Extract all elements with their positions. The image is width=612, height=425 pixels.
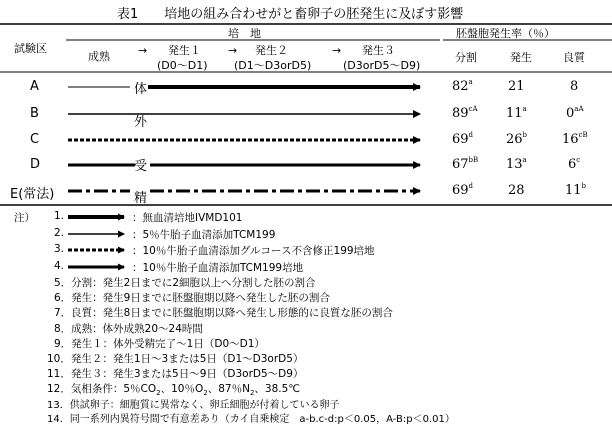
row-a-development: 21 <box>508 79 525 94</box>
note-8: 8．成熟：体外成熟20～24時間 <box>54 322 203 335</box>
row-e-cleavage: 69$^d$ <box>452 182 474 198</box>
row-c-cleavage: 69$^d$ <box>452 131 474 147</box>
row-c-group: C <box>30 132 40 147</box>
header-culture: 培 地 <box>228 27 261 40</box>
note-11: 11．発生３：発生3または5日～9日（D3orD5～D9） <box>47 368 304 381</box>
note-12: 12．気相条件：5％$CO_2$、10％$O_2$、87％$N_2$、38.5℃ <box>47 383 301 398</box>
header-dev2-range: (D1～D3orD5) <box>234 59 312 72</box>
note-2-num: 2. <box>54 227 65 239</box>
row-b-group: B <box>30 106 39 121</box>
header-development: 発生 <box>510 51 532 64</box>
row-a-mark: 体 <box>134 82 148 97</box>
note-14: 14．同一系列内異符号間で有意差あり（カイ自乗検定 a-b.c-d:p＜0.05，A-B:p＜0.01） <box>47 414 455 425</box>
row-a-cleavage: 82$^a$ <box>452 78 473 94</box>
row-d-group: D <box>30 157 41 172</box>
header-arrow-2: → <box>228 44 238 57</box>
row-e-mark: 精 <box>134 191 148 206</box>
row-d-mark: 受 <box>134 159 148 174</box>
row-c-development: 26$^b$ <box>506 131 528 147</box>
header-dev1-range: (D0～D1) <box>157 59 208 72</box>
row-d-development: 13$^a$ <box>506 156 527 172</box>
row-e-group: E(常法) <box>10 187 55 202</box>
row-d-quality: 6$^c$ <box>568 156 581 172</box>
note-6: 6．発生：発生9日までに胚盤胞期以降へ発生した胚の割合 <box>54 292 330 305</box>
header-arrow-1: → <box>138 44 148 57</box>
header-cleavage: 分割 <box>455 51 477 64</box>
row-a-group: A <box>30 79 39 94</box>
note-5: 5．分割：発生2日までに2細胞以上へ分割した胚の割合 <box>54 277 316 289</box>
header-rate: 胚盤胞発生率（％） <box>456 27 555 40</box>
row-b-mark: 外 <box>134 115 148 130</box>
row-b-cleavage: $89^{cA}$ <box>452 105 478 121</box>
table-title: 表1 培地の組み合わせがと畜卵子の胚発生に及ぼす影響 <box>117 7 464 22</box>
header-dev2: 発生２ <box>255 44 288 57</box>
header-arrow-3: → <box>332 44 342 57</box>
note-3-text: ：10％牛胎子血清添加グルコース不含修正199培地 <box>132 245 375 257</box>
row-d-cleavage: $67^{bB}$ <box>452 156 479 172</box>
header-quality: 良質 <box>563 51 585 64</box>
note-3-num: 3. <box>54 243 65 255</box>
note-13: 13．供試卵子：細胞質に異常なく、卵丘細胞が付着している卵子 <box>47 400 340 411</box>
row-e-quality: 11$^b$ <box>565 182 587 198</box>
note-7: 7．良質：発生8日までに胚盤胞期以降へ発生し形態的に良質な胚の割合 <box>54 307 393 320</box>
header-dev3-range: (D3orD5～D9) <box>343 59 421 72</box>
note-1-num: 1. <box>54 210 65 222</box>
header-group: 試験区 <box>14 42 47 55</box>
row-b-quality: $0^{aA}$ <box>566 105 584 121</box>
header-dev1: 発生１ <box>168 44 201 57</box>
note-10: 10．発生２：発生1日～3または5日（D1～D3orD5） <box>47 353 304 365</box>
note-1-text: ：無血清培地IVMD101 <box>132 212 243 224</box>
row-a-quality: 8 <box>570 79 579 94</box>
header-maturation: 成熟 <box>88 50 110 63</box>
notes-label: 注） <box>14 212 35 224</box>
row-c-quality: $16^{cB}$ <box>562 131 588 147</box>
note-4-text: ：10％牛胎子血清添加TCM199培地 <box>132 262 304 274</box>
note-2-text: ：5％牛胎子血清添加TCM199 <box>132 229 276 241</box>
row-b-development: 11$^a$ <box>506 105 527 121</box>
header-dev3: 発生３ <box>362 44 395 57</box>
note-4-num: 4. <box>54 260 65 272</box>
row-e-development: 28 <box>508 183 525 198</box>
note-9: 9．発生１：体外受精完了～1日（D0～D1） <box>54 337 265 350</box>
